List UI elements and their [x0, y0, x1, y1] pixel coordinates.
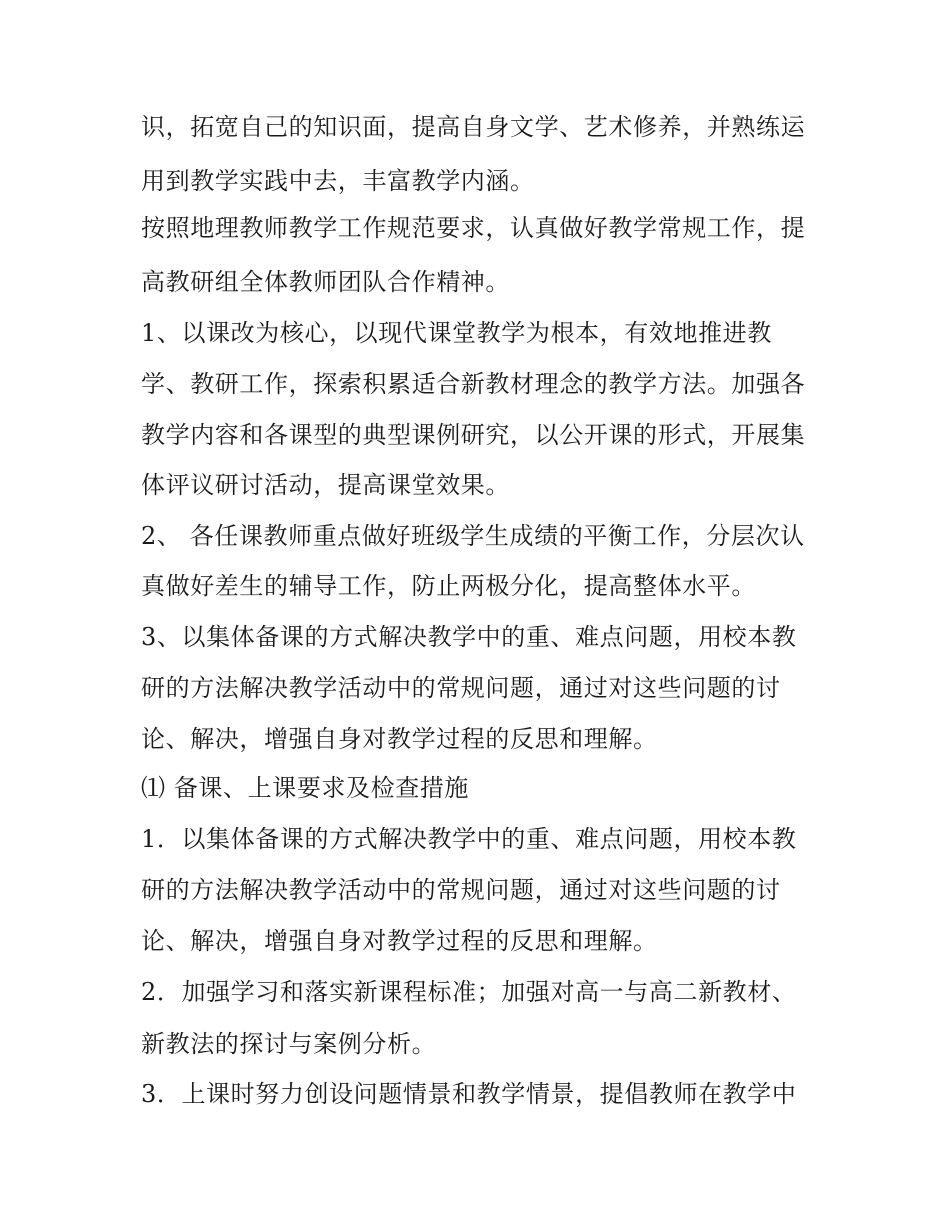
section-heading: ⑴ 备课、上课要求及检查措施	[141, 774, 470, 802]
text-line: 体评议研讨活动，提高课堂效果。	[141, 471, 510, 499]
text-line: 1．以集体备课的方式解决教学中的重、难点问题，用校本教	[141, 825, 797, 853]
text-line: 教学内容和各课型的典型课例研究，以公开课的形式，开展集	[141, 421, 806, 449]
text-line: 2、 各任课教师重点做好班级学生成绩的平衡工作，分层次认	[141, 522, 805, 550]
text-line: 按照地理教师教学工作规范要求，认真做好教学常规工作，提	[141, 214, 806, 242]
text-line: 论、解决，增强自身对教学过程的反思和理解。	[141, 927, 658, 955]
text-line: 高教研组全体教师团队合作精神。	[141, 268, 510, 296]
text-line: 新教法的探讨与案例分析。	[141, 1030, 437, 1058]
text-line: 2．加强学习和落实新课程标准；加强对高一与高二新教材、	[141, 978, 797, 1006]
text-line: 1、以课改为核心，以现代课堂教学为根本，有效地推进教	[141, 319, 772, 347]
text-line: 论、解决，增强自身对教学过程的反思和理解。	[141, 725, 658, 753]
text-line: 研的方法解决教学活动中的常规问题，通过对这些问题的讨	[141, 674, 781, 702]
text-line: 用到教学实践中去，丰富教学内涵。	[141, 167, 535, 195]
text-line: 识，拓宽自己的知识面，提高自身文学、艺术修养，并熟练运	[141, 113, 806, 141]
text-line: 学、教研工作，探索积累适合新教材理念的教学方法。加强各	[141, 370, 806, 398]
text-line: 3．上课时努力创设问题情景和教学情景，提倡教师在教学中	[141, 1080, 797, 1108]
text-line: 真做好差生的辅导工作，防止两极分化，提高整体水平。	[141, 572, 756, 600]
text-line: 3、以集体备课的方式解决教学中的重、难点问题，用校本教	[141, 623, 797, 651]
text-line: 研的方法解决教学活动中的常规问题，通过对这些问题的讨	[141, 876, 781, 904]
